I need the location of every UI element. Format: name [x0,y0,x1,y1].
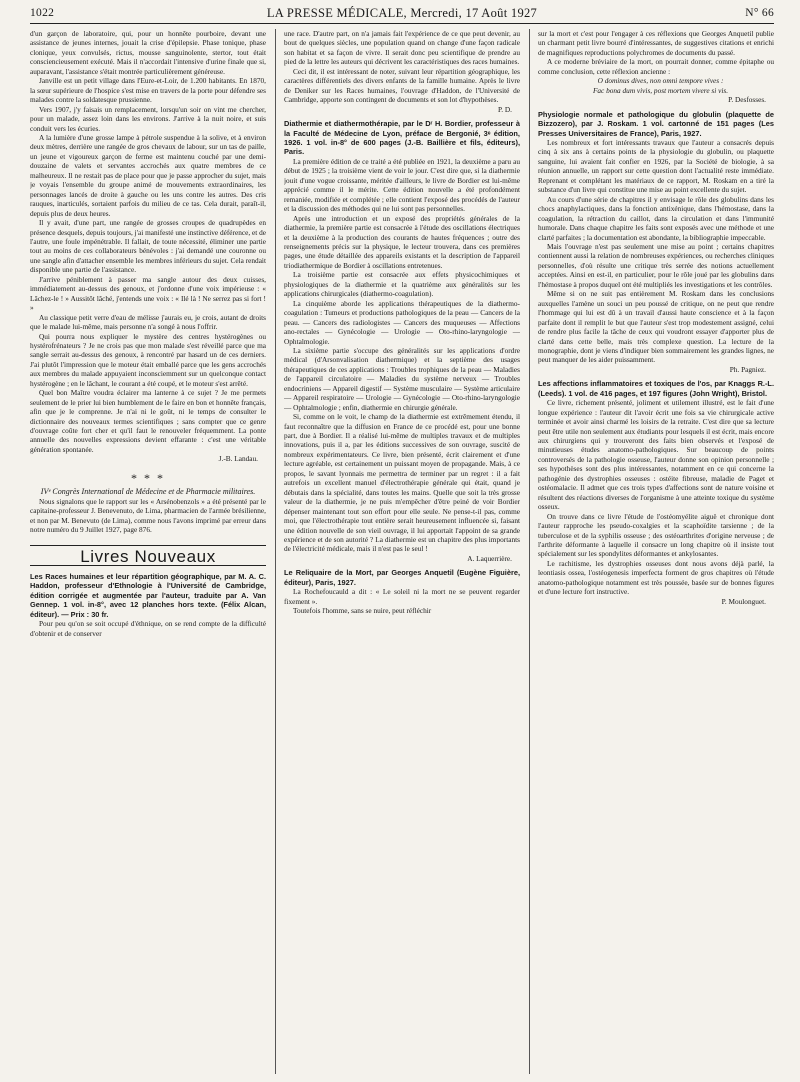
quotation: Fac bona dum vivis, post mortem vivere si vis. [592,85,729,95]
paragraph: Qui pourra nous expliquer le mystère des centres hystérogènes ou hystérofrénateurs ? Je ne crois pas que mon malade s'est réveillé parce que ma sangle serrait au-dessus des genoux, à rencontré par hasard un de ces derniers. J'ai plutôt l'impression que le moteur était emballé parce que les gens accrochés aux membres du malade appuyaient inconsciemment sur un quelconque contact hystérogène ; en le lâchant, le courant a été coupé, et le moteur s'est arrêté. [30,331,266,388]
section-stars: * * * [131,470,165,485]
review-heading: Les affections inflammatoires et toxiques de l'os, par Knaggs R.-L. (Leeds). 1 vol. de 416 pages, et 197 figures (John Wright), Bristol. [538,379,774,398]
column-divider [529,29,530,1074]
paragraph: J'arrive péniblement à passer ma sangle autour des deux cuisses, immédiatement au-dessus des genoux, et j'ordonne d'une voix impérieuse : « Lâchez-le ! » Aussitôt lâché, j'entends une voix : « Ilé là ! Ne serrez pas si fort ! » [30,274,266,313]
review-heading: Physiologie normale et pathologique du globulin (plaquette de Bizzozero), par J. Roskam. 1 vol. cartonné de 151 pages (Les Presses Universitaires de France), Paris, 1927. [538,109,774,138]
section-rule [30,545,266,546]
paragraph: Ce livre, richement présenté, joliment et utilement illustré, est le fait d'une longue expérience : l'auteur dit l'avoir écrit une fois sa vie chirurgicale active terminée et avoir ainsi charmé les loisirs de la retraite. C'est dire que sa lecture peut être utile non seulement aux étudiants pour lesquels il est écrit, mais encore aux chirurgiens qui y trouveront des faits bien observés et l'exposé de minutieuses études anatomo-pathologiques. Sur beaucoup de points controversés de la pathologie osseuse, l'auteur donne son opinion personnelle ; ses hypothèses sont des plus intéressantes, notamment en ce qui concerne la pathogénie des dystrophies osseuses : ostéite fibreuse, maladie de Paget et ostéomalacie. Il admet que ces trois types d'affections sont de nature voisine et résultent des réactions diverses de l'organisme à une atteinte toxique du système osseux. [538,398,774,512]
paragraph: Les nombreux et fort intéressants travaux que l'auteur a consacrés depuis cinq à six ans à certains points de la physiologie du globulin, ou plaquette sanguine, lui avaient fait confier en 1926, par la Société de biologie, à sa réunion annuelle, un rapport sur cette question dont l'actualité reste immédiate. Reprenant et complétant les matériaux de ce rapport, M. Roskam en a tiré la substance d'un livre qui constitue une mise au point excellente du sujet. [538,137,774,195]
column-3 [538,29,774,1074]
paragraph: La première édition de ce traité a été publiée en 1921, la deuxième a paru au début de 1925 ; la troisième vient de voir le jour. C'est dire que, si la diathermie jouit d'une vogue croissante, méritée d'ailleurs, le livre de Bordier est lui-même apprécié comme il le mérite. Cette édition nouvelle a été profondément remaniée, modifiée et complétée ; elle contient l'exposé des procédés de l'auteur et la discussion des méthodes qui ne lui sont pas personnelles. [284,156,520,214]
column-divider [275,29,276,1074]
paragraph: La Rochefoucauld a dit : « Le soleil ni la mort ne se peuvent regarder fixement ». [284,587,520,606]
paragraph: La sixième partie s'occupe des généralités sur les applications d'ordre médical (d'Arsonvalisation diathermique) et la septième des usages thérapeutiques de ces applications : Troubles trophiques de la peau — Maladies de l'appareil circulatoire — Maladies du système nerveux — Troubles endocriniens — Appareil digestif — Système musculaire — Système articulaire — Appareil respiratoire — Urologie — Gynécologie — Oto-rhino-laryngologie — Ophtalmologie ; enfin, diathermie en chirurgie générale. [284,345,520,412]
paragraph: Vers 1907, j'y faisais un remplacement, lorsqu'un soir on vint me chercher, pour un malade, assez loin dans les environs. J'arrive à la nuit noire, et suis conduit vers les écuries. [30,104,266,133]
signature: Ph. Pagniez. [729,364,766,374]
signature: A. Laquerrière. [467,553,512,563]
signature: P. Desfosses. [728,95,766,105]
signature: J.-B. Landau. [218,454,258,464]
paragraph: Le rachitisme, les dystrophies osseuses dont nous avons déjà parlé, la leontiasis ossea, l'ostéogenesis imperfecta forment de gros chapitres où l'étude anatomo-pathologique notamment est très poussée, basée sur de bonnes figures et d'une lecture fort instructive. [538,558,774,597]
section-banner: Livres Nouveaux [30,550,266,566]
paragraph: Quel bon Maître voudra éclairer ma lanterne à ce sujet ? Je me permets seulement de le prier lui bien humblement de le faire en bon et honnête français, afin que je le comprenne. Je n'ai ni le goût, ni le temps de consulter le dictionnaire des nouveaux termes scientifiques ; sans compter que ce genre d'ouvrage coûte fort cher et qu'il faut le renouveler fréquemment. La ponte annuelle des nouvelles expressions devient effarante : c'est une véritable génération spontanée. [30,388,266,454]
paragraph: Au classique petit verre d'eau de mélisse j'aurais eu, je crois, autant de droits que le malade lui-même, mais personne n'a songé à nous l'offrir. [30,312,266,332]
paragraph: Toutefois l'homme, sans se nuire, peut réfléchir [293,606,432,616]
signature: P. D. [498,104,512,114]
paragraph: Au cours d'une série de chapitres il y envisage le rôle des globulins dans les chocs anaphylactiques, dans la fonction antixénique, dans l'hémostase, dans la coagulation, la rétraction du caillot, dans la circulation et dans l'immunité humorale. Dans chaque chapitre les faits sont exposés avec une méthode et une clarté parfaites ; la documentation est abondante, la bibliographie impeccable. [538,194,774,242]
paragraph: d'un garçon de laboratoire, qui, pour un honnête pourboire, devant une assistance de jeunes internes, jouait la crise d'épilepsie. Phase tonique, phase clonique, yeux convulsés, rictus, mousse sanguinolente, stertor, tout était consciencieusement exécuté. Mais il n'accordait l'intensive d'urine finale que si, auparavant, l'assistance s'était montrée particulièrement généreuse. [30,29,266,76]
review-heading: Les Races humaines et leur répartition géographique, par M. A. C. Haddon, professeur d'Ethnologie à l'Université de Cambridge, édition corrigée et augmentée par l'auteur, traduite par A. Van Gennep. 1 vol. in-8°, avec 12 planches hors texte. (Félix Alcan, éditeur). — Prix : 30 fr. [30,572,266,619]
review-heading: Diathermie et diathermothérapie, par le Dʳ H. Bordier, professeur à la Faculté de Médecine de Lyon, préface de Bergonié, 3ᵉ édition, 1926. 1 vol. in-8° de 600 pages (J.-B. Baillière et fils, éditeurs), Paris. [284,119,520,157]
paragraph: Janville est un petit village dans l'Eure-et-Loir, de 1.200 habitants. En 1870, la sœur supérieure de l'hospice s'est mise en travers de la porte pour défendre ses malades contre la soldatesque prussienne. [30,76,266,105]
congress-title: IVᵉ Congrès International de Médecine et de Pharmacie militaires. [40,487,256,497]
journal-title: LA PRESSE MÉDICALE, Mercredi, 17 Août 1927 [266,6,538,20]
paragraph: sur la mort et c'est pour l'engager à ces réflexions que Georges Anquetil publie un charmant petit livre bourré d'intéressantes, de suggestives citations et enrichi de magnifiques reproductions polychromes de documents du passé. [538,29,774,57]
text-columns [30,29,774,1074]
paragraph: Ceci dit, il est intéressant de noter, suivant leur répartition géographique, les caractères différentiels des divers enfants de la famille humaine. Après le livre de Deniker sur les Races humaines, l'ouvrage d'Haddon, de l'Université de Cambridge, apporte son contingent de documents et son lot d'hypothèses. [284,66,520,105]
paragraph: Même si on ne suit pas entièrement M. Roskam dans les conclusions auxquelles l'amène un souci un peu poussé de critique, on ne peut que rendre l'hommage qui lui est dû à un travail d'aussi haute conscience et à la façon parfaite dont il remplit le but que l'auteur s'est trop modestement assigné, celui de rendre plus facile la tâche de ceux qui voudront essayer d'apporter plus de clarté dans cette belle, mais très complexe question. La lecture de la monographie, dont je viens d'indiquer bien sommairement les grandes lignes, ne peut manquer de les aider puissamment. [538,289,774,365]
page-header [30,5,774,24]
paragraph: Après une introduction et un exposé des propriétés générales de la diathermie, la première partie est consacrée à l'étude des oscillations électriques et la deuxième à la production des courants de hautes fréquences ; outre des renseignements précis sur la physique, le lecteur trouvera, dans ces premières pages, une étude détaillée des appareils existants et la description de l'appareil triodiathermique de Bordier à oscillations entretenues. [284,213,520,270]
paragraph: On trouve dans ce livre l'étude de l'ostéomyélite aiguë et chronique dont l'auteur rapproche les pseudo-coxalgies et la scaphoïdite tarsienne ; de la tuberculose et de la syphilis osseuse ; des ostéoarthrites d'origine nerveuse ; de l'arthrite déformante à laquelle il consacre un long chapitre où il insiste tout spécialement sur les spondylites déformantes et ankylosantes. [538,511,774,559]
review-heading: Le Reliquaire de la Mort, par Georges Anquetil (Eugène Figuière, éditeur), Paris, 1927. [284,568,520,587]
paragraph: Nous signalons que le rapport sur les « Arsénobenzols » a été présenté par le capitaine-professeur J. Benevenuto, de Lima, pharmacien de l'armée brésilienne, et non par M. Benevuto (de Lima), comme nous l'avons imprimé par erreur dans notre numéro du 9 Juillet 1927, page 876. [30,496,266,535]
page-number: 1022 [30,7,55,19]
paragraph: La cinquième aborde les applications thérapeutiques de la diathermo-coagulation : Tumeurs et productions pathologiques de la peau — Cancers de la peau. — Cancers des radiologistes — Cancers des muqueuses — Affections ano-rectales — Gynécologie — Urologie — Oto-rhino-laryngologie — Ophtalmologie. [284,298,520,346]
paragraph: A la lumière d'une grosse lampe à pétrole suspendue à la solive, et à environ deux mètres, derrière une rangée de gros chevaux de labour, sur un tas de paille, un jeune et vigoureux garçon de ferme est maintenu couché par une demi-douzaine de valets et servantes accrochés aux quatre membres de ce malheureux. Il ne restait pas de place pour que je passe approcher du sujet, mais je voyais l'ensemble du groupe animé de mouvements extraordinaires, les personnages lancés de droite à gauche ou les uns contre les autres. Des cris rauques, inarticulés, sortaient parfois du milieu de ce tas. Cela durait, paraît-il, depuis plus de deux heures. [30,132,266,218]
paragraph: La troisième partie est consacrée aux effets physicochimiques et physiologiques de la diathermie et la quatrième aux généralités sur les applications chirurgicales (diathermo-coagulation). [284,270,520,299]
paragraph: une race. D'autre part, on n'a jamais fait l'expérience de ce que peut devenir, au bout de quelques siècles, une population quand on change d'une façon radicale son habitat et sa façon de vivre. Il serait donc peu scientifique de prendre au pied de la lettre les auteurs qui décrivent les caractéristiques des races humaines. [284,29,520,67]
issue-number: N° 66 [745,7,774,19]
column-1 [30,29,266,1074]
quotation: O dominus dives, non omni tempore vives : [597,76,724,86]
signature: P. Moulonguet. [721,596,766,606]
paragraph: Pour peu qu'on se soit occupé d'éthnique, on se rend compte de la difficulté d'obtenir et de conserver [30,619,266,638]
paragraph: Il y avait, d'une part, une rangée de grosses croupes de quadrupèdes en présence desquels, depuis toujours, j'ai manifesté une instinctive déférence, et de l'autre, une foule impénétrable. Il fallait, de toute nécessité, éliminer une partie tout au moins de ces collaborateurs bénévoles : j'ai demandé une couronne ou une sangle afin d'attacher ensemble les membres inférieurs du sujet. Cela rendait disponible une partie de l'assistance. [30,218,266,275]
paragraph: A ce moderne bréviaire de la mort, on pourrait donner, comme épitaphe ou comme conclusion, cette réflexion ancienne : [538,57,774,76]
paragraph: Si, comme on le voit, le champ de la diathermie est extrêmement étendu, il faut reconnaître que la diffusion en France de ce procédé est, pour une bonne part, due à Bordier. Il a réalisé lui-même de multiples travaux et de multiples innovations, puis il a, par les éditions successives de son ouvrage, suscité de nombreux expérimentateurs. Ce livre, bien présenté, écrit clairement et d'une lecture agréable, est certainement un puissant moyen de propagande. Mais, à ce propos, le savant lyonnais me permettra de terminer par un regret : il a fait autrefois un excellent manuel d'électrothérapie générale qui était, quand je débutais dans la spécialité, dans toutes les mains. Quelle que soit la très grosse valeur de la diathermie, je ne puis m'empêcher d'être peiné de voir Bordier dépenser maintenant tout son effort pour elle seule. Ne pense-t-il pas, comme moi, que l'électrothérapie tout entière serait heureusement influencée si, faisant une édition nouvelle de son vieil ouvrage, il lui apportait l'appoint de sa grande expérience et de son autorité ? La diathermie est un chapitre des plus importants de l'électricité médicale, mais il n'est pas le seul ! [284,412,520,554]
paragraph: Mais l'ouvrage n'est pas seulement une mise au point ; certains chapitres contiennent aussi la relation de nombreuses expériences, ou recherches cliniques personnelles, d'où résulte une critique très serrée des notions actuellement acceptées. Ainsi en est-il, en particulier, pour le rôle joué par les globulins dans l'hémostase à propos duquel ont été multipliés les investigations et les contrôles. [538,241,774,289]
column-2 [284,29,520,1074]
